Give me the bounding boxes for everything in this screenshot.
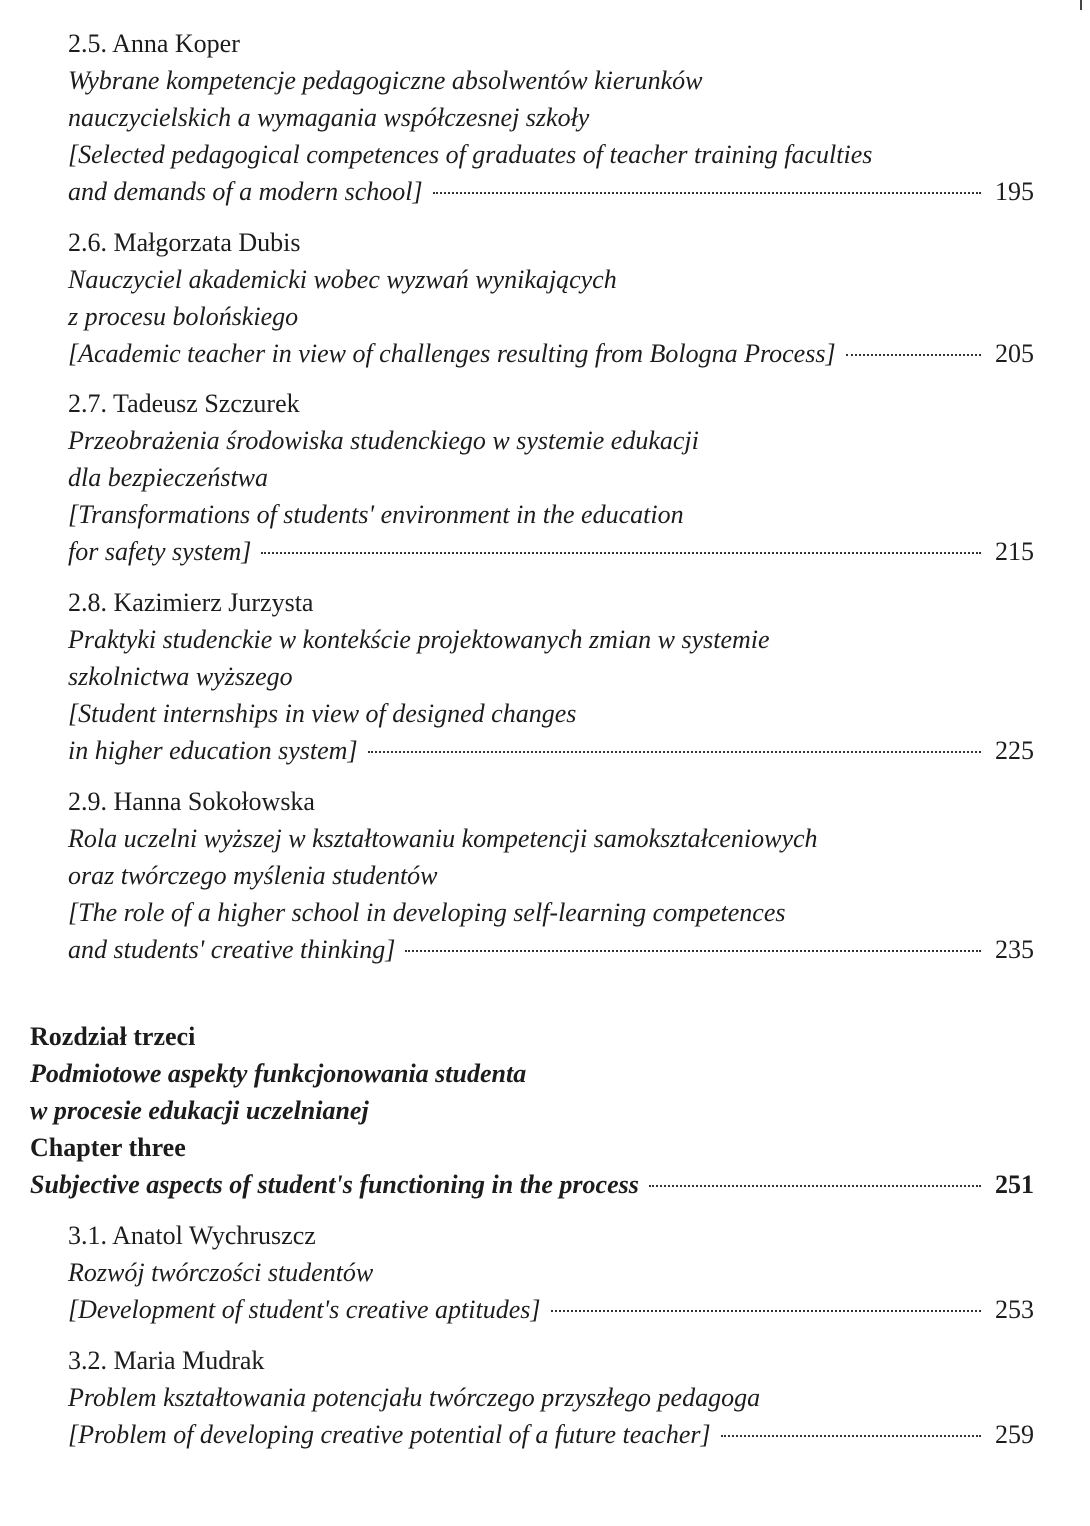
entry-author: 2.7. Tadeusz Szczurek [68,389,300,418]
dot-leader [405,950,981,952]
entry-author: 2.9. Hanna Sokołowska [68,787,315,816]
toc-entry-3-2 [68,1342,1034,1453]
entry-title-line: szkolnictwa wyższego [68,662,293,691]
entry-title-line: dla bezpieczeństwa [68,463,269,492]
entry-title-line: and students' creative thinking] [68,935,396,964]
entry-author: 3.1. Anatol Wychruszcz [68,1221,316,1250]
entry-last-row [68,1416,1034,1453]
entry-title-line: Przeobrażenia środowiska studenckiego w systemie edukacji [68,426,699,455]
entry-last-row [68,732,1034,769]
page-number: 235 [995,935,1034,964]
entry-title-line: Praktyki studenckie w kontekście projektowanych zmian w systemie [68,625,770,654]
entry-last-row [68,173,1034,210]
entry-title-line: z procesu bolońskiego [68,302,299,331]
entry-last-row [68,335,1034,372]
entry-title-line: Wybrane kompetencje pedagogiczne absolwentów kierunków [68,66,703,95]
dot-leader [721,1435,981,1437]
entry-title-line: [The role of a higher school in developing self-learning competences [68,898,786,927]
entry-title-line: Nauczyciel akademicki wobec wyzwań wynikających [68,265,617,294]
entry-title-line: oraz twórczego myślenia studentów [68,861,438,890]
entry-title-line: Rozwój twórczości studentów [68,1258,374,1287]
page-number: 251 [995,1170,1034,1199]
entry-last-row [68,931,1034,968]
page-edge-mark [1080,0,1082,10]
entry-title-line: [Academic teacher in view of challenges resulting from Bologna Process] [68,339,836,368]
toc-entry-2-8 [68,584,1034,769]
entry-title-line: [Development of student's creative aptitudes] [68,1295,541,1324]
entry-title-line: [Transformations of students' environment in the education [68,500,684,529]
page-number: 205 [995,339,1034,368]
dot-leader [261,552,981,554]
entry-title-line: for safety system] [68,537,252,566]
entry-title-line: [Selected pedagogical competences of graduates of teacher training faculties [68,140,873,169]
entry-last-row [68,533,1034,570]
page-number: 253 [995,1295,1034,1324]
toc-entry-2-7 [68,385,1034,570]
dot-leader [368,751,981,753]
dot-leader [649,1185,981,1187]
page-number: 225 [995,736,1034,765]
chapter-title-row [30,1166,1034,1203]
dot-leader [433,192,981,194]
page-number: 259 [995,1420,1034,1449]
entry-title-line: and demands of a modern school] [68,177,423,206]
chapter-title-pl: Podmiotowe aspekty funkcjonowania studenta [30,1059,527,1088]
entry-author: 3.2. Maria Mudrak [68,1346,265,1375]
entry-title-line: [Problem of developing creative potential of a future teacher] [68,1420,711,1449]
entry-author: 2.8. Kazimierz Jurzysta [68,588,314,617]
toc-entry-2-5 [68,25,1034,210]
entry-title-line: nauczycielskich a wymagania współczesnej szkoły [68,103,590,132]
entry-title-line: Problem kształtowania potencjału twórczego przyszłego pedagoga [68,1383,761,1412]
entry-title-line: in higher education system] [68,736,358,765]
dot-leader [551,1310,982,1312]
chapter-heading [30,1018,1034,1203]
entry-title-line: [Student internships in view of designed changes [68,699,577,728]
chapter-label-pl: Rozdział trzeci [30,1022,196,1051]
toc-entry-3-1 [68,1217,1034,1328]
entry-title-line: Rola uczelni wyższej w kształtowaniu kompetencji samokształceniowych [68,824,818,853]
entry-author: 2.6. Małgorzata Dubis [68,228,301,257]
toc-entry-2-6 [68,224,1034,372]
chapter-label-en: Chapter three [30,1133,186,1162]
page-number: 195 [995,177,1034,206]
chapter-title-en: Subjective aspects of student's functioning in the process [30,1170,639,1199]
entry-author: 2.5. Anna Koper [68,29,240,58]
chapter-title-pl: w procesie edukacji uczelnianej [30,1096,369,1125]
toc-entry-2-9 [68,783,1034,968]
entry-last-row [68,1291,1034,1328]
page-number: 215 [995,537,1034,566]
dot-leader [846,354,981,356]
